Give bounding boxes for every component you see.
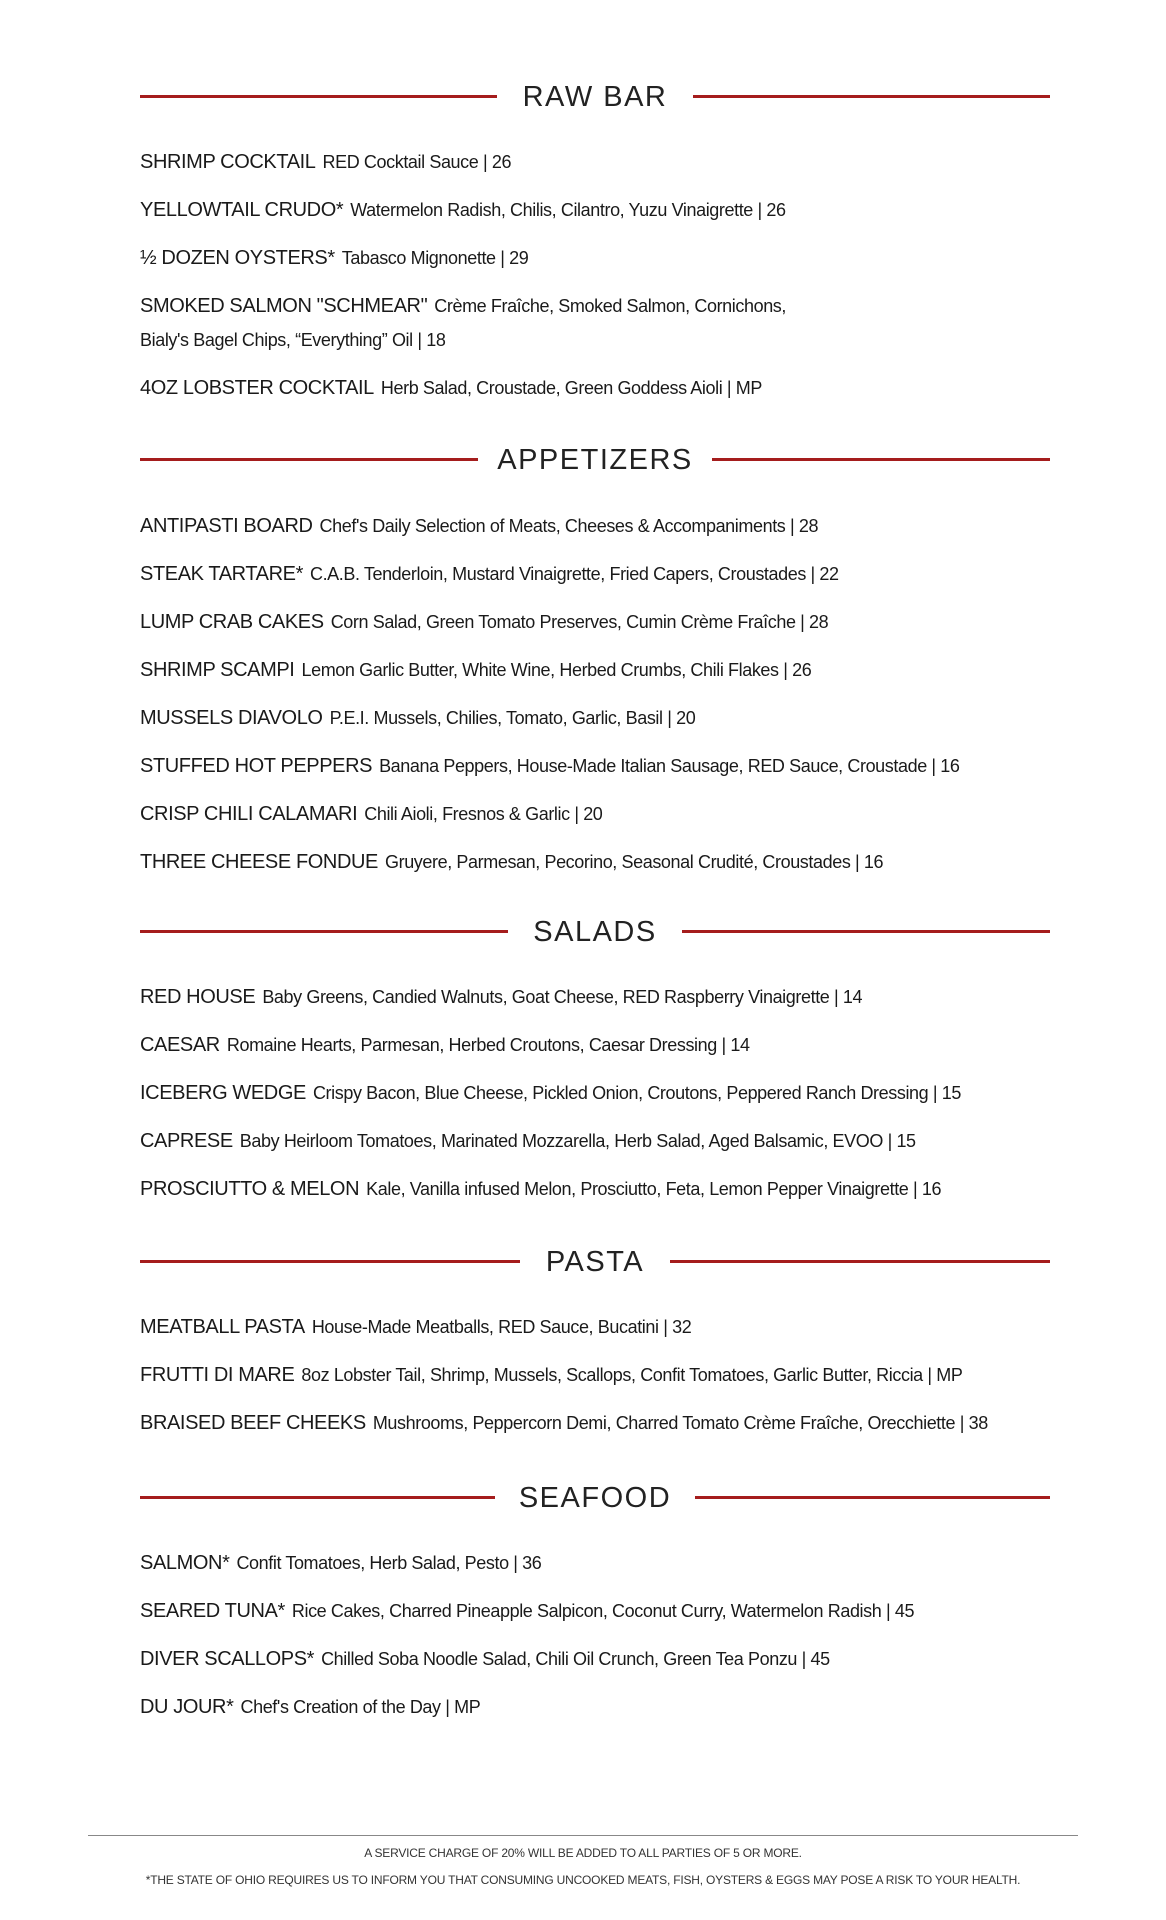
heading-rule-right — [712, 458, 1050, 461]
item-name: CAESAR — [140, 1034, 220, 1056]
menu-item — [140, 1361, 1090, 1389]
menu-item — [140, 244, 1090, 272]
item-name: MUSSELS DIAVOLO — [140, 707, 323, 729]
item-description: Banana Peppers, House-Made Italian Sausage, RED Sauce, Croustade | 16 — [379, 756, 960, 776]
item-name: THREE CHEESE FONDUE — [140, 851, 378, 873]
item-name: ½ DOZEN OYSTERS* — [140, 247, 335, 269]
menu-item — [140, 1693, 1090, 1721]
section-title: RAW BAR — [522, 81, 668, 113]
item-name: CRISP CHILI CALAMARI — [140, 803, 358, 825]
heading-rule-right — [695, 1496, 1050, 1499]
item-name: SHRIMP SCAMPI — [140, 659, 295, 681]
item-description: Gruyere, Parmesan, Pecorino, Seasonal Crudité, Croustades | 16 — [385, 852, 884, 872]
menu-item — [140, 512, 1090, 540]
menu-item — [140, 1079, 1090, 1107]
section-title: SALADS — [533, 916, 657, 948]
menu-item — [140, 1597, 1090, 1625]
appetizers-items — [140, 512, 1090, 896]
menu-item — [140, 196, 1090, 224]
section-heading-appetizers — [140, 440, 1050, 480]
item-description: Crème Fraîche, Smoked Salmon, Cornichons, — [434, 296, 787, 316]
item-description: Romaine Hearts, Parmesan, Herbed Croutons, Caesar Dressing | 14 — [226, 1035, 750, 1055]
health-warning-note: *THE STATE OF OHIO REQUIRES US TO INFORM YOU THAT CONSUMING UNCOOKED MEATS, FISH, OYSTERS & EGGS MAY POSE A RISK TO YOUR HEALTH. — [145, 1873, 1021, 1887]
item-description: Confit Tomatoes, Herb Salad, Pesto | 36 — [236, 1553, 542, 1573]
menu-item — [140, 374, 1090, 402]
pasta-items — [140, 1313, 1090, 1457]
menu-item — [140, 983, 1090, 1011]
item-name: YELLOWTAIL CRUDO* — [140, 199, 344, 221]
item-description: Lemon Garlic Butter, White Wine, Herbed Crumbs, Chili Flakes | 26 — [301, 660, 812, 680]
heading-rule-right — [693, 95, 1050, 98]
item-name: RED HOUSE — [140, 986, 256, 1008]
menu-item — [140, 1409, 1090, 1437]
menu-item — [140, 608, 1090, 636]
footer-divider — [88, 1835, 1078, 1836]
item-name: DIVER SCALLOPS* — [140, 1648, 315, 1670]
item-description: Baby Heirloom Tomatoes, Marinated Mozzarella, Herb Salad, Aged Balsamic, EVOO | 15 — [239, 1131, 916, 1151]
item-name: LUMP CRAB CAKES — [140, 611, 324, 633]
service-charge-note: A SERVICE CHARGE OF 20% WILL BE ADDED TO ALL PARTIES OF 5 OR MORE. — [364, 1846, 802, 1860]
menu-item — [140, 704, 1090, 732]
section-heading-seafood — [140, 1478, 1050, 1518]
section-title: PASTA — [545, 1246, 645, 1278]
item-description: Watermelon Radish, Chilis, Cilantro, Yuzu Vinaigrette | 26 — [350, 200, 786, 220]
heading-rule-right — [682, 930, 1050, 933]
section-heading-raw-bar — [140, 77, 1050, 117]
item-name: SHRIMP COCKTAIL — [140, 151, 316, 173]
section-heading-salads — [140, 912, 1050, 952]
item-name: ICEBERG WEDGE — [140, 1082, 306, 1104]
menu-item — [140, 656, 1090, 684]
heading-rule-right — [670, 1260, 1050, 1263]
item-description: P.E.I. Mussels, Chilies, Tomato, Garlic, Basil | 20 — [329, 708, 696, 728]
item-description: Herb Salad, Croustade, Green Goddess Aioli | MP — [380, 378, 762, 398]
item-description: Kale, Vanilla infused Melon, Prosciutto, Feta, Lemon Pepper Vinaigrette | 16 — [366, 1179, 942, 1199]
menu-item — [140, 1313, 1090, 1341]
menu-item — [140, 1645, 1090, 1673]
item-description: Mushrooms, Peppercorn Demi, Charred Tomato Crème Fraîche, Orecchiette | 38 — [372, 1413, 988, 1433]
item-name: FRUTTI DI MARE — [140, 1364, 295, 1386]
item-name: STEAK TARTARE* — [140, 563, 303, 585]
item-name: STUFFED HOT PEPPERS — [140, 755, 373, 777]
menu-item — [140, 292, 1090, 354]
item-description: Tabasco Mignonette | 29 — [341, 248, 529, 268]
item-description: Chilled Soba Noodle Salad, Chili Oil Crunch, Green Tea Ponzu | 45 — [321, 1649, 830, 1669]
section-title: SEAFOOD — [518, 1482, 672, 1514]
section-title: APPETIZERS — [497, 444, 693, 476]
item-name: CAPRESE — [140, 1130, 233, 1152]
item-name: ANTIPASTI BOARD — [140, 515, 313, 537]
menu-item — [140, 1175, 1090, 1203]
item-description: House-Made Meatballs, RED Sauce, Bucatini | 32 — [311, 1317, 692, 1337]
item-name: BRAISED BEEF CHEEKS — [140, 1412, 366, 1434]
menu-item — [140, 752, 1090, 780]
item-name: SEARED TUNA* — [140, 1600, 285, 1622]
menu-item — [140, 800, 1090, 828]
item-name: SALMON* — [140, 1552, 230, 1574]
seafood-items — [140, 1549, 1090, 1741]
item-description: C.A.B. Tenderloin, Mustard Vinaigrette, Fried Capers, Croustades | 22 — [309, 564, 839, 584]
item-description: Chef's Daily Selection of Meats, Cheeses & Accompaniments | 28 — [319, 516, 819, 536]
item-description-line2: Bialy's Bagel Chips, “Everything” Oil | 18 — [140, 330, 446, 350]
raw-bar-items — [140, 148, 1090, 422]
menu-item — [140, 848, 1090, 876]
item-description: Corn Salad, Green Tomato Preserves, Cumin Crème Fraîche | 28 — [330, 612, 829, 632]
item-name: SMOKED SALMON "SCHMEAR" — [140, 295, 428, 317]
menu-item — [140, 1127, 1090, 1155]
salads-items — [140, 983, 1090, 1223]
menu-item — [140, 560, 1090, 588]
menu-item — [140, 148, 1090, 176]
item-name: MEATBALL PASTA — [140, 1316, 305, 1338]
menu-item — [140, 1031, 1090, 1059]
item-name: PROSCIUTTO & MELON — [140, 1178, 360, 1200]
item-description: Baby Greens, Candied Walnuts, Goat Cheese, RED Raspberry Vinaigrette | 14 — [262, 987, 863, 1007]
item-name: 4OZ LOBSTER COCKTAIL — [140, 377, 374, 399]
item-description: RED Cocktail Sauce | 26 — [322, 152, 512, 172]
item-description: Chili Aioli, Fresnos & Garlic | 20 — [364, 804, 603, 824]
item-name: DU JOUR* — [140, 1696, 234, 1718]
section-heading-pasta — [140, 1242, 1050, 1282]
menu-item — [140, 1549, 1090, 1577]
item-description: 8oz Lobster Tail, Shrimp, Mussels, Scallops, Confit Tomatoes, Garlic Butter, Riccia | MP — [301, 1365, 963, 1385]
item-description: Chef's Creation of the Day | MP — [240, 1697, 481, 1717]
item-description: Crispy Bacon, Blue Cheese, Pickled Onion, Croutons, Peppered Ranch Dressing | 15 — [312, 1083, 961, 1103]
item-description: Rice Cakes, Charred Pineapple Salpicon, Coconut Curry, Watermelon Radish | 45 — [291, 1601, 915, 1621]
